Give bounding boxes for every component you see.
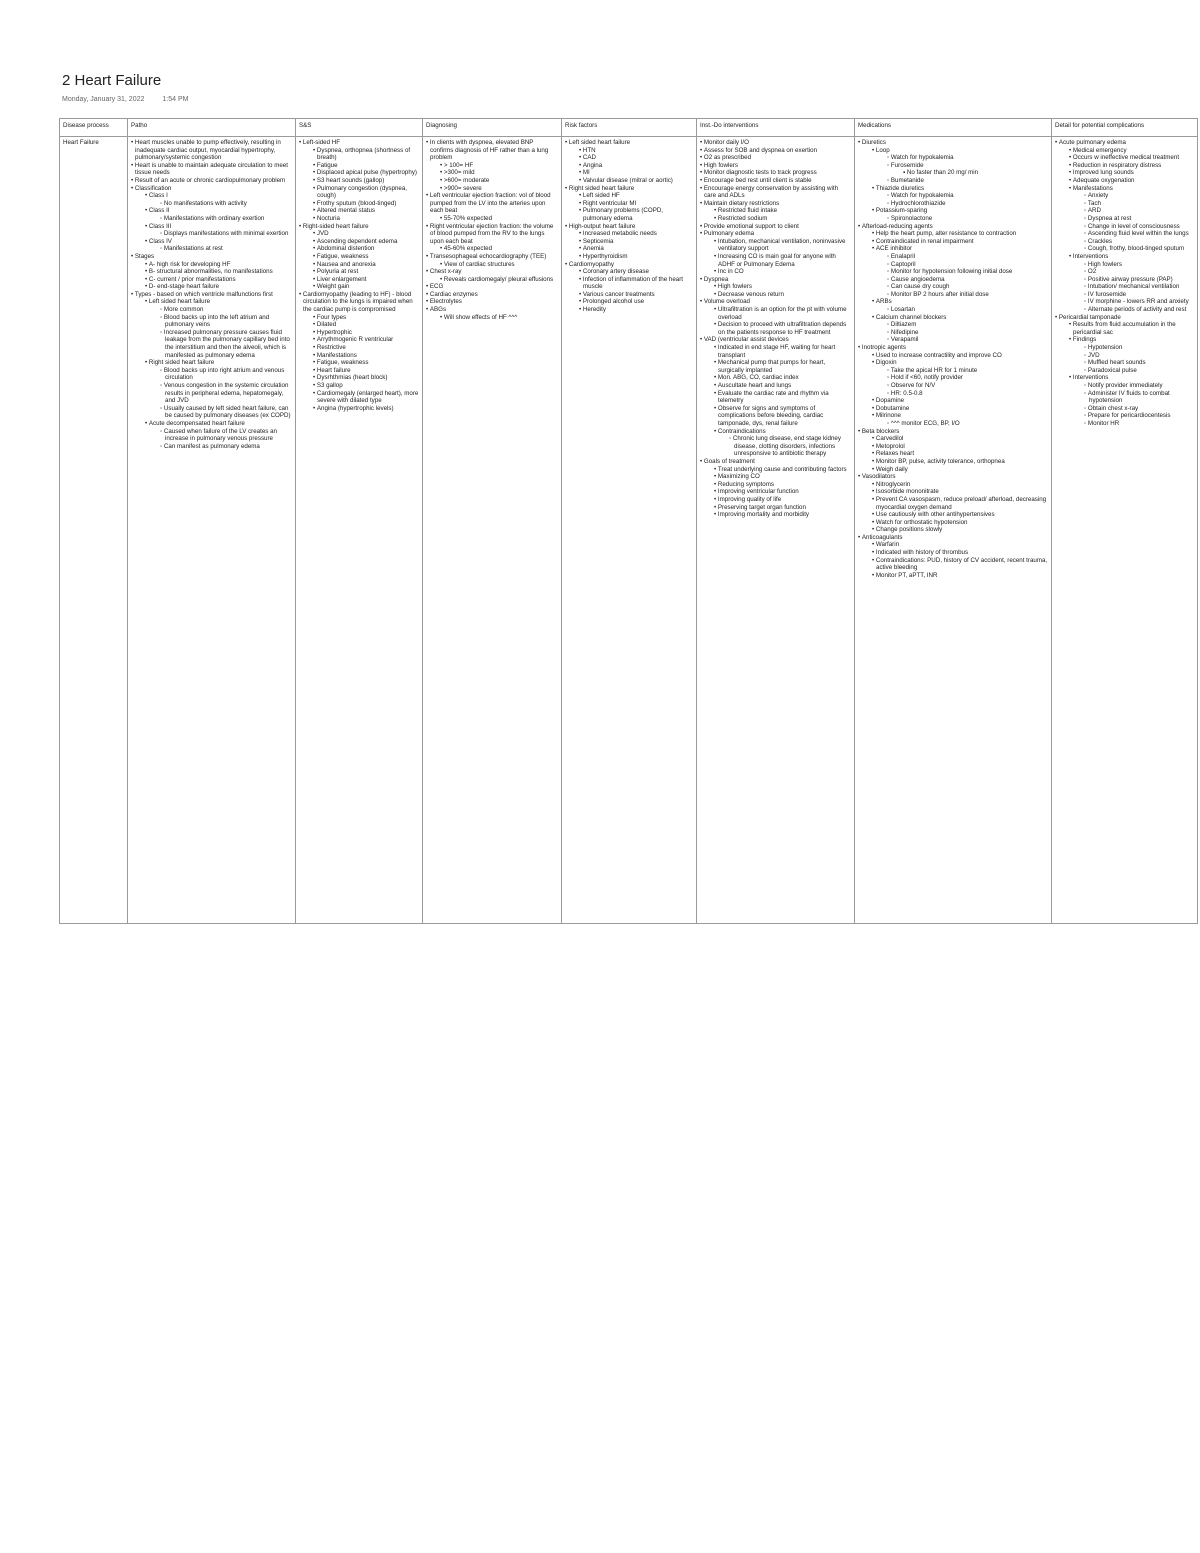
list-item: • Volume overload: [700, 298, 851, 306]
list-item: • >300= mild: [426, 169, 558, 177]
table-row: [60, 137, 1198, 924]
time-text: 1:54 PM: [162, 96, 189, 103]
list-item: • Contraindications: [700, 428, 851, 436]
list-item: ◦ Blood backs up into right atrium and venous circulation: [131, 367, 292, 382]
list-item: ◦ Furosemide: [858, 162, 1048, 170]
list-item: ◦ Venous congestion in the systemic circulation results in peripheral edema, hepatomegaly, and JVD: [131, 382, 292, 405]
list-item: • Will show effects of HF ^^^: [426, 314, 558, 322]
disease-cell: Heart Failure: [60, 137, 128, 924]
list-item: ◦ Captopril: [858, 261, 1048, 269]
list-item: ◦ Bumetanide: [858, 177, 1048, 185]
list-item: • Observe for signs and symptoms of complications before bleeding, cardiac tamponade, dys, renal failure: [700, 405, 851, 428]
list-item: • Improving ventricular function: [700, 488, 851, 496]
list-item: ◦ IV furosemide: [1055, 291, 1194, 299]
list-item: ◦ Spironolactone: [858, 215, 1048, 223]
list-item: ◦ Caused when failure of the LV creates an increase in pulmonary venous pressure: [131, 428, 292, 443]
list-item: • Fatigue, weakness: [299, 253, 419, 261]
list-item: • Infection of inflammation of the heart muscle: [565, 276, 693, 291]
list-item: ◦ Dyspnea at rest: [1055, 215, 1194, 223]
list-item: • Acute pulmonary edema: [1055, 139, 1194, 147]
list-item: • Frothy sputum (blood-tinged): [299, 200, 419, 208]
list-item: • Anemia: [565, 245, 693, 253]
list-item: • Preserving target organ function: [700, 504, 851, 512]
list-item: • Heart is unable to maintain adequate circulation to meet tissue needs: [131, 162, 292, 177]
list-item: • Left ventricular ejection fraction: vol of blood pumped from the LV into the arteries upon each beat: [426, 192, 558, 215]
list-item: • Inc in CO: [700, 268, 851, 276]
list-item: ◦ Positive airway pressure (PAP): [1055, 276, 1194, 284]
list-item: • Heredity: [565, 306, 693, 314]
list-item: • Monitor BP, pulse, activity tolerance, orthopnea: [858, 458, 1048, 466]
list-item: • Loop: [858, 147, 1048, 155]
list-item: • High-output heart failure: [565, 223, 693, 231]
list-item: • Potassium-sparing: [858, 207, 1048, 215]
list-item: ◦ JVD: [1055, 352, 1194, 360]
list-item: ◦ Losartan: [858, 306, 1048, 314]
list-item: ◦ Monitor for hypotension following initial dose: [858, 268, 1048, 276]
list-item: • Pulmonary problems (COPD, pulmonary edema: [565, 207, 693, 222]
list-item: • Left-sided HF: [299, 139, 419, 147]
list-item: • ARBs: [858, 298, 1048, 306]
risk-factors-cell: [562, 137, 697, 924]
list-item: ◦ Chronic lung disease, end stage kidney disease, clotting disorders, infections unresponsive to antibiotic therapy: [700, 435, 851, 458]
list-item: ◦ Obtain chest x-ray: [1055, 405, 1194, 413]
list-item: • Vasodilators: [858, 473, 1048, 481]
list-item: • Classification: [131, 185, 292, 193]
list-item: • Use cautiously with other antihypertensives: [858, 511, 1048, 519]
list-item: ◦ Watch for hypokalemia: [858, 192, 1048, 200]
list-item: • Angina: [565, 162, 693, 170]
list-item: • D- end-stage heart failure: [131, 283, 292, 291]
list-item: • Cardiomyopathy: [565, 261, 693, 269]
list-item: • O2 as prescribed: [700, 154, 851, 162]
list-item: ◦ HR: 0.5-0.8: [858, 390, 1048, 398]
list-item: • 45-60% expected: [426, 245, 558, 253]
list-item: • Afterload-reducing agents: [858, 223, 1048, 231]
page-date: [62, 96, 206, 103]
list-item: • Restricted fluid intake: [700, 207, 851, 215]
list-item: ◦ Prepare for pericardiocentesis: [1055, 412, 1194, 420]
list-item: • Relaxes heart: [858, 450, 1048, 458]
list-item: • Electrolytes: [426, 298, 558, 306]
list-item: • Warfarin: [858, 541, 1048, 549]
list-item: • Restrictive: [299, 344, 419, 352]
list-item: ◦ No manifestations with activity: [131, 200, 292, 208]
list-item: • HTN: [565, 147, 693, 155]
list-item: • Contraindicated in renal impairment: [858, 238, 1048, 246]
list-item: • ACE inhibitor: [858, 245, 1048, 253]
list-item: • Auscultate heart and lungs: [700, 382, 851, 390]
list-item: • Result of an acute or chronic cardiopulmonary problem: [131, 177, 292, 185]
list-item: • Chest x-ray: [426, 268, 558, 276]
list-item: ◦ More common: [131, 306, 292, 314]
patho-cell: [128, 137, 296, 924]
interventions-cell: [697, 137, 855, 924]
list-item: • Angina (hypertrophic levels): [299, 405, 419, 413]
list-item: • Prevent CA vasospasm, reduce preload/ afterload, decreasing myocardial oxygen demand: [858, 496, 1048, 511]
list-item: • ABGs: [426, 306, 558, 314]
list-item: • Dopamine: [858, 397, 1048, 405]
list-item: ◦ Manifestations at rest: [131, 245, 292, 253]
list-item: • Mechanical pump that pumps for heart, surgically implanted: [700, 359, 851, 374]
list-item: ◦ Blood backs up into the left atrium and pulmonary veins: [131, 314, 292, 329]
list-item: • Restricted sodium: [700, 215, 851, 223]
list-item: • Anticoagulants: [858, 534, 1048, 542]
list-item: ◦ Displays manifestations with minimal exertion: [131, 230, 292, 238]
list-item: • Increasing CO is main goal for anyone with ADHF or Pulmonary Edema: [700, 253, 851, 268]
list-item: ◦ Muffled heart sounds: [1055, 359, 1194, 367]
list-item: • Reveals cardiomegaly/ pleural effusions: [426, 276, 558, 284]
list-item: • Valvular disease (mitral or aortic): [565, 177, 693, 185]
list-item: ◦ Administer IV fluids to combat hypotension: [1055, 390, 1194, 405]
list-item: • Weight gain: [299, 283, 419, 291]
diagnosing-cell: [423, 137, 562, 924]
list-item: • Left sided HF: [565, 192, 693, 200]
list-item: • Assess for SOB and dyspnea on exertion: [700, 147, 851, 155]
list-item: • Provide emotional support to client: [700, 223, 851, 231]
list-item: • Encourage bed rest until client is stable: [700, 177, 851, 185]
list-item: • Cardiomegaly (enlarged heart), more severe with dilated type: [299, 390, 419, 405]
list-item: • Maximizing CO: [700, 473, 851, 481]
list-item: ◦ Intubation/ mechanical ventilation: [1055, 283, 1194, 291]
list-item: • Right ventricular ejection fraction: the volume of blood pumped from the RV to the lungs upon each beat: [426, 223, 558, 246]
list-item: • Digoxin: [858, 359, 1048, 367]
list-item: • B- structural abnormalities, no manifestations: [131, 268, 292, 276]
list-item: • Intubation, mechanical ventilation, noninvasive ventilatory support: [700, 238, 851, 253]
list-item: • Septicemia: [565, 238, 693, 246]
list-item: • Metoprolol: [858, 443, 1048, 451]
header-cell: S&S: [296, 119, 423, 137]
list-item: • ECG: [426, 283, 558, 291]
list-item: • Heart muscles unable to pump effectively, resulting in inadequate cardiac output, myocardial hypertrophy, pulmonary/systemic congestion: [131, 139, 292, 162]
list-item: • Prolonged alcohol use: [565, 298, 693, 306]
list-item: • >900= severe: [426, 185, 558, 193]
list-item: • Indicated in end stage HF, waiting for heart transplant: [700, 344, 851, 359]
list-item: • Thiazide diuretics: [858, 185, 1048, 193]
list-item: • Dilated: [299, 321, 419, 329]
list-item: ◦ Monitor HR: [1055, 420, 1194, 428]
list-item: • S3 gallop: [299, 382, 419, 390]
list-item: • Reduction in respiratory distress: [1055, 162, 1194, 170]
list-item: ◦ Ascending fluid level within the lungs: [1055, 230, 1194, 238]
list-item: • Various cancer treatments: [565, 291, 693, 299]
list-item: • Goals of treatment: [700, 458, 851, 466]
list-item: • Medical emergency: [1055, 147, 1194, 155]
list-item: • Four types: [299, 314, 419, 322]
page-title: 2 Heart Failure: [62, 72, 162, 89]
list-item: • Coronary artery disease: [565, 268, 693, 276]
list-item: ◦ O2: [1055, 268, 1194, 276]
list-item: ◦ Change in level of consciousness: [1055, 223, 1194, 231]
list-item: ◦ Cause angioedema: [858, 276, 1048, 284]
list-item: • Class I: [131, 192, 292, 200]
list-item: • Class III: [131, 223, 292, 231]
list-item: • Nausea and anorexia: [299, 261, 419, 269]
list-item: • Dyspnea: [700, 276, 851, 284]
list-item: ◦ Crackles: [1055, 238, 1194, 246]
list-item: • 55-70% expected: [426, 215, 558, 223]
list-item: • Help the heart pump, alter resistance to contraction: [858, 230, 1048, 238]
list-item: ◦ Observe for N/V: [858, 382, 1048, 390]
list-item: • Pulmonary congestion (dyspnea, cough): [299, 185, 419, 200]
medications-cell: [855, 137, 1052, 924]
list-item: • Improved lung sounds: [1055, 169, 1194, 177]
list-item: • High fowlers: [700, 283, 851, 291]
list-item: • Dobutamine: [858, 405, 1048, 413]
header-cell: Risk factors: [562, 119, 697, 137]
list-item: • Ultrafiltration is an option for the pt with volume overload: [700, 306, 851, 321]
list-item: ◦ Manifestations with ordinary exertion: [131, 215, 292, 223]
list-item: • Weigh daily: [858, 466, 1048, 474]
list-item: • Polyuria at rest: [299, 268, 419, 276]
list-item: • Occurs w ineffective medical treatment: [1055, 154, 1194, 162]
notes-table: [59, 118, 1198, 924]
list-item: • Fatigue: [299, 162, 419, 170]
list-item: ◦ Alternate periods of activity and rest: [1055, 306, 1194, 314]
list-item: • Decrease venous return: [700, 291, 851, 299]
list-item: • Interventions: [1055, 374, 1194, 382]
list-item: ◦ Notify provider immediately: [1055, 382, 1194, 390]
list-item: • Increased metabolic needs: [565, 230, 693, 238]
list-item: ▪ No faster than 20 mg/ min: [858, 169, 1048, 177]
list-item: • Treat underlying cause and contributing factors: [700, 466, 851, 474]
list-item: • JVD: [299, 230, 419, 238]
list-item: • Left sided heart failure: [565, 139, 693, 147]
signs-symptoms-cell: [296, 137, 423, 924]
list-item: • Manifestations: [299, 352, 419, 360]
list-item: • Right ventricular MI: [565, 200, 693, 208]
list-item: • Transesophageal echocardiography (TEE): [426, 253, 558, 261]
list-item: • Carvedilol: [858, 435, 1048, 443]
list-item: ◦ ARD: [1055, 207, 1194, 215]
header-row: [60, 119, 1198, 137]
list-item: • Interventions: [1055, 253, 1194, 261]
list-item: • Encourage energy conservation by assisting with care and ADLs: [700, 185, 851, 200]
list-item: • CAD: [565, 154, 693, 162]
list-item: • Decision to proceed with ultrafiltration depends on the patients response to HF treatment: [700, 321, 851, 336]
list-item: • Evaluate the cardiac rate and rhythm via telemetry: [700, 390, 851, 405]
list-item: • Pericardial tamponade: [1055, 314, 1194, 322]
header-cell: Medications: [855, 119, 1052, 137]
list-item: • Right sided heart failure: [565, 185, 693, 193]
list-item: • Cardiac enzymes: [426, 291, 558, 299]
list-item: • Adequate oxygenation: [1055, 177, 1194, 185]
list-item: • VAD (ventricular assist devices: [700, 336, 851, 344]
list-item: • Stages: [131, 253, 292, 261]
list-item: • Heart failure: [299, 367, 419, 375]
list-item: ◦ Diltiazem: [858, 321, 1048, 329]
header-cell: Disease process: [60, 119, 128, 137]
list-item: • Nocturia: [299, 215, 419, 223]
list-item: ◦ Take the apical HR for 1 minute: [858, 367, 1048, 375]
list-item: • Reducing symptoms: [700, 481, 851, 489]
list-item: • C- current / prior manifestations: [131, 276, 292, 284]
list-item: • Abdominal distention: [299, 245, 419, 253]
list-item: • Right-sided heart failure: [299, 223, 419, 231]
list-item: • Dyspnea, orthopnea (shortness of breath): [299, 147, 419, 162]
header-cell: Patho: [128, 119, 296, 137]
list-item: • Hypertrophic: [299, 329, 419, 337]
list-item: • Hyperthyroidism: [565, 253, 693, 261]
list-item: • >600= moderate: [426, 177, 558, 185]
list-item: • Class IV: [131, 238, 292, 246]
list-item: • High fowlers: [700, 162, 851, 170]
complications-cell: [1052, 137, 1198, 924]
list-item: • Ascending dependent edema: [299, 238, 419, 246]
list-item: ◦ Verapamil: [858, 336, 1048, 344]
list-item: ◦ Can cause dry cough: [858, 283, 1048, 291]
list-item: • Isosorbide mononitrate: [858, 488, 1048, 496]
list-item: ◦ High fowlers: [1055, 261, 1194, 269]
list-item: • Liver enlargement: [299, 276, 419, 284]
list-item: • Right sided heart failure: [131, 359, 292, 367]
list-item: ◦ Paradoxical pulse: [1055, 367, 1194, 375]
list-item: • Nitroglycerin: [858, 481, 1048, 489]
list-item: • Monitor daily I/O: [700, 139, 851, 147]
list-item: ◦ Hydrochlorothiazide: [858, 200, 1048, 208]
list-item: • Milrinone: [858, 412, 1048, 420]
list-item: • Maintain dietary restrictions: [700, 200, 851, 208]
list-item: ◦ Tach: [1055, 200, 1194, 208]
list-item: • Altered mental status: [299, 207, 419, 215]
list-item: ◦ Nifedipine: [858, 329, 1048, 337]
list-item: ◦ Increased pulmonary pressure causes fluid leakage from the pulmonary capillary bed into the interstitium and then the alveoli, which is manifested as pulmonary edema: [131, 329, 292, 359]
list-item: • Calcium channel blockers: [858, 314, 1048, 322]
list-item: • Class II: [131, 207, 292, 215]
list-item: • A- high risk for developing HF: [131, 261, 292, 269]
list-item: • S3 heart sounds (gallop): [299, 177, 419, 185]
list-item: • Types - based on which ventricle malfunctions first: [131, 291, 292, 299]
list-item: ◦ Cough, frothy, blood-tinged sputum: [1055, 245, 1194, 253]
list-item: ◦ Enalapril: [858, 253, 1048, 261]
list-item: ◦ Usually caused by left sided heart failure, can be caused by pulmonary diseases (ex COPD): [131, 405, 292, 420]
list-item: • Used to increase contractility and improve CO: [858, 352, 1048, 360]
list-item: • Results from fluid accumulation in the pericardial sac: [1055, 321, 1194, 336]
list-item: • Left sided heart failure: [131, 298, 292, 306]
list-item: ◦ Watch for hypokalemia: [858, 154, 1048, 162]
list-item: • Improving mortality and morbidity: [700, 511, 851, 519]
list-item: • Dysrhthmias (heart block): [299, 374, 419, 382]
list-item: • Arrythmogenic R ventricular: [299, 336, 419, 344]
list-item: • Watch for orthostatic hypotension: [858, 519, 1048, 527]
list-item: • Pulmonary edema: [700, 230, 851, 238]
list-item: ◦ Can manifest as pulmonary edema: [131, 443, 292, 451]
list-item: • View of cardiac structures: [426, 261, 558, 269]
header-cell: Inst.-Do interventions: [697, 119, 855, 137]
list-item: ◦ Anxiety: [1055, 192, 1194, 200]
header-cell: Detail for potential complications: [1052, 119, 1198, 137]
list-item: • Inotropic agents: [858, 344, 1048, 352]
list-item: • Findings: [1055, 336, 1194, 344]
list-item: • Cardiomyopathy (leading to HF) - blood circulation to the lungs is impaired when the cardiac pump is compromised: [299, 291, 419, 314]
list-item: • Change positions slowly: [858, 526, 1048, 534]
list-item: • Manifestations: [1055, 185, 1194, 193]
list-item: • MI: [565, 169, 693, 177]
list-item: ◦ IV morphine - lowers RR and anxiety: [1055, 298, 1194, 306]
list-item: • Diuretics: [858, 139, 1048, 147]
list-item: ◦ ^^^ monitor ECG, BP, I/O: [858, 420, 1048, 428]
list-item: ◦ Monitor BP 2 hours after initial dose: [858, 291, 1048, 299]
list-item: • Fatigue, weakness: [299, 359, 419, 367]
list-item: • Indicated with history of thrombus: [858, 549, 1048, 557]
list-item: • Beta blockers: [858, 428, 1048, 436]
list-item: • Acute decompensated heart failure: [131, 420, 292, 428]
header-cell: Diagnosing: [423, 119, 562, 137]
list-item: • Monitor diagnostic tests to track progress: [700, 169, 851, 177]
list-item: • Contraindications: PUD, history of CV accident, recent trauma, active bleeding: [858, 557, 1048, 572]
list-item: • Improving quality of life: [700, 496, 851, 504]
list-item: • Monitor PT, aPTT, INR: [858, 572, 1048, 580]
list-item: ◦ Hold if <60, notify provider: [858, 374, 1048, 382]
list-item: • Displaced apical pulse (hypertrophy): [299, 169, 419, 177]
list-item: • > 100= HF: [426, 162, 558, 170]
list-item: • In clients with dyspnea, elevated BNP confirms diagnosis of HF rather than a lung problem: [426, 139, 558, 162]
list-item: ◦ Hypotension: [1055, 344, 1194, 352]
date-text: Monday, January 31, 2022: [62, 96, 145, 103]
list-item: • Mon. ABG, CO, cardiac index: [700, 374, 851, 382]
